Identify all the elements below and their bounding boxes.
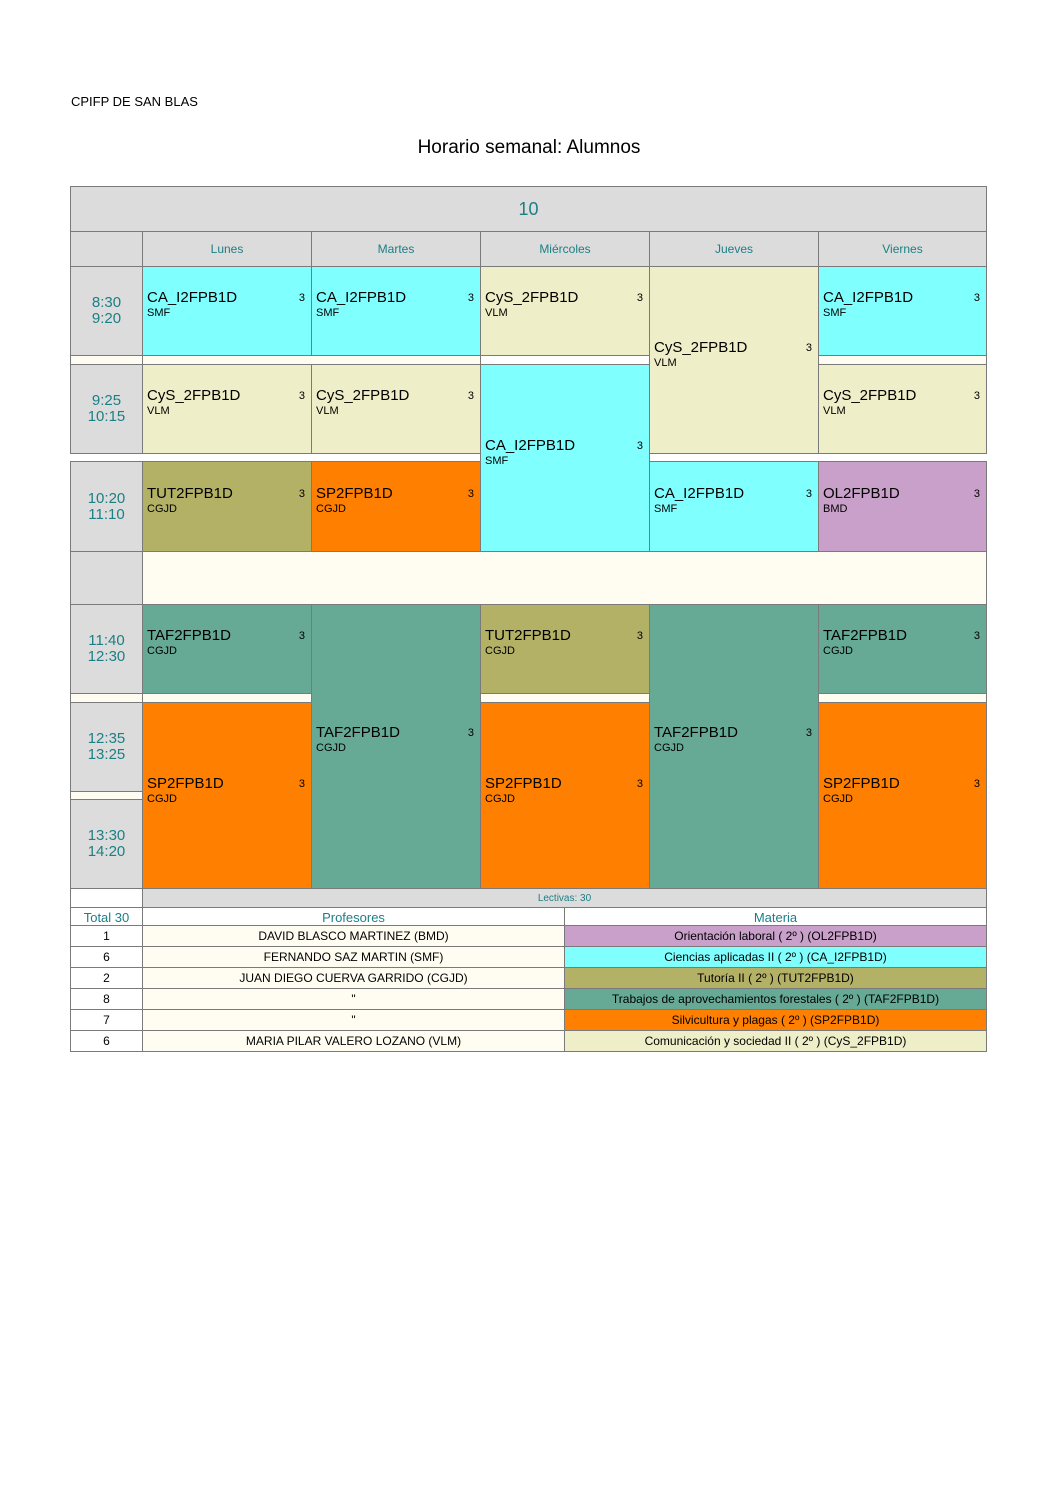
lesson-cell[interactable] — [142, 604, 312, 694]
summary-teacher: FERNANDO SAZ MARTIN (SMF) — [142, 946, 565, 968]
lesson-cell[interactable] — [649, 604, 819, 889]
break-row — [142, 551, 987, 605]
subject-code: TAF2FPB1D — [654, 724, 738, 741]
teacher-code: CGJD — [485, 793, 515, 805]
teachers-header: Profesores — [142, 907, 565, 926]
subject-code: OL2FPB1D — [823, 485, 900, 502]
teacher-code: CGJD — [316, 742, 346, 754]
group-header: 10 — [70, 186, 987, 232]
lesson-cell[interactable] — [142, 266, 312, 356]
day-header-tuesday: Martes — [311, 231, 481, 267]
subject-code: CA_I2FPB1D — [823, 289, 914, 306]
total-header: Total 30 — [70, 907, 143, 926]
subject-code: CA_I2FPB1D — [485, 437, 576, 454]
lesson-hours: 3 — [973, 778, 980, 790]
time-end: 9:20 — [91, 310, 122, 327]
subject-code: CyS_2FPB1D — [654, 339, 748, 356]
time-end: 10:15 — [87, 408, 126, 425]
teacher-code: VLM — [316, 405, 339, 417]
teacher-code: SMF — [316, 307, 340, 319]
time-start: 11:40 — [88, 632, 125, 649]
slot-separator — [70, 791, 143, 800]
lectivas-total: Lectivas: 30 — [142, 888, 987, 908]
subject-code: CyS_2FPB1D — [147, 387, 241, 404]
lesson-hours: 3 — [805, 727, 812, 739]
subject-code: SP2FPB1D — [823, 775, 900, 792]
summary-count: 1 — [70, 925, 143, 947]
subject-code: TUT2FPB1D — [147, 485, 233, 502]
lesson-cell[interactable] — [311, 266, 481, 356]
teacher-code: CGJD — [316, 503, 346, 515]
time-start: 10:20 — [87, 489, 126, 507]
day-header-wednesday: Miércoles — [480, 231, 650, 267]
lesson-cell[interactable] — [142, 702, 312, 889]
lesson-hours: 3 — [805, 488, 812, 500]
teacher-code: SMF — [147, 307, 171, 319]
summary-subject: Comunicación y sociedad II ( 2º ) (CyS_2FPB1D) — [564, 1030, 987, 1052]
summary-teacher: DAVID BLASCO MARTINEZ (BMD) — [142, 925, 565, 947]
subject-code: CA_I2FPB1D — [147, 289, 238, 306]
teacher-code: CGJD — [485, 645, 515, 657]
time-slot — [70, 799, 143, 889]
subject-code: CyS_2FPB1D — [316, 387, 410, 404]
summary-count: 8 — [70, 988, 143, 1010]
lesson-hours: 3 — [805, 342, 812, 354]
lesson-hours: 3 — [298, 778, 305, 790]
summary-subject: Tutoría II ( 2º ) (TUT2FPB1D) — [564, 967, 987, 989]
time-slot — [70, 702, 143, 792]
lesson-cell[interactable] — [142, 461, 312, 552]
time-end: 12:30 — [87, 648, 126, 665]
summary-subject: Orientación laboral ( 2º ) (OL2FPB1D) — [564, 925, 987, 947]
time-start: 13:30 — [87, 827, 126, 844]
teacher-code: BMD — [823, 503, 848, 515]
summary-teacher: " — [142, 1009, 565, 1031]
subject-code: CA_I2FPB1D — [654, 485, 745, 502]
subject-header: Materia — [564, 907, 987, 926]
lesson-cell[interactable] — [818, 461, 987, 552]
time-end: 13:25 — [87, 746, 126, 763]
lesson-cell[interactable] — [818, 604, 987, 694]
summary-count: 6 — [70, 1030, 143, 1052]
lesson-hours: 3 — [636, 440, 643, 452]
summary-count: 6 — [70, 946, 143, 968]
lesson-hours: 3 — [636, 630, 643, 642]
teacher-code: CGJD — [823, 793, 853, 805]
teacher-code: SMF — [485, 455, 509, 467]
summary-subject: Ciencias aplicadas II ( 2º ) (CA_I2FPB1D) — [564, 946, 987, 968]
teacher-code: CGJD — [147, 645, 177, 657]
teacher-code: VLM — [823, 405, 846, 417]
time-slot — [70, 604, 143, 694]
summary-subject: Trabajos de aprovechamientos forestales ( 2º ) (TAF2FPB1D) — [564, 988, 987, 1010]
day-header-thursday: Jueves — [649, 231, 819, 267]
subject-code: TUT2FPB1D — [485, 627, 571, 644]
lesson-cell[interactable] — [818, 702, 987, 889]
lesson-cell[interactable] — [818, 266, 987, 356]
lesson-cell[interactable] — [649, 461, 819, 552]
subject-code: SP2FPB1D — [147, 775, 224, 792]
lesson-cell[interactable] — [480, 604, 650, 694]
subject-code: CA_I2FPB1D — [316, 289, 407, 306]
lectivas-spacer — [70, 888, 143, 908]
page-title: Horario semanal: Alumnos — [417, 137, 641, 158]
teacher-code: SMF — [654, 503, 678, 515]
lesson-cell[interactable] — [649, 266, 819, 454]
teacher-code: VLM — [654, 357, 677, 369]
teacher-code: SMF — [823, 307, 847, 319]
summary-teacher: JUAN DIEGO CUERVA GARRIDO (CGJD) — [142, 967, 565, 989]
corner-cell — [70, 231, 143, 267]
subject-code: SP2FPB1D — [485, 775, 562, 792]
teacher-code: CGJD — [654, 742, 684, 754]
time-slot — [70, 266, 143, 356]
lesson-hours: 3 — [973, 488, 980, 500]
time-start: 12:35 — [87, 730, 126, 747]
lesson-cell[interactable] — [480, 702, 650, 889]
lesson-cell[interactable] — [311, 604, 481, 889]
summary-teacher: MARIA PILAR VALERO LOZANO (VLM) — [142, 1030, 565, 1052]
lesson-cell[interactable] — [480, 266, 650, 356]
lesson-hours: 3 — [973, 390, 980, 402]
summary-subject: Silvicultura y plagas ( 2º ) (SP2FPB1D) — [564, 1009, 987, 1031]
lesson-hours: 3 — [636, 292, 643, 304]
summary-count: 2 — [70, 967, 143, 989]
lesson-hours: 3 — [298, 630, 305, 642]
summary-teacher: " — [142, 988, 565, 1010]
subject-code: TAF2FPB1D — [147, 627, 231, 644]
lesson-cell[interactable] — [818, 364, 987, 454]
lesson-cell[interactable] — [480, 364, 650, 552]
lesson-hours: 3 — [467, 488, 474, 500]
lesson-hours: 3 — [636, 778, 643, 790]
lesson-hours: 3 — [973, 630, 980, 642]
teacher-code: CGJD — [823, 645, 853, 657]
subject-code: SP2FPB1D — [316, 485, 393, 502]
lesson-cell[interactable] — [142, 364, 312, 454]
time-start: 8:30 — [91, 294, 122, 311]
break-time-cell — [70, 551, 143, 605]
lesson-hours: 3 — [298, 390, 305, 402]
school-name: CPIFP DE SAN BLAS — [71, 94, 198, 109]
lesson-hours: 3 — [467, 292, 474, 304]
subject-code: TAF2FPB1D — [823, 627, 907, 644]
time-slot — [70, 461, 143, 552]
teacher-code: CGJD — [147, 793, 177, 805]
time-end: 14:20 — [87, 843, 126, 860]
lesson-hours: 3 — [973, 292, 980, 304]
day-header-monday: Lunes — [142, 231, 312, 267]
summary-count: 7 — [70, 1009, 143, 1031]
time-end: 11:10 — [88, 505, 125, 523]
lesson-hours: 3 — [467, 727, 474, 739]
lesson-cell[interactable] — [311, 461, 481, 552]
subject-code: CyS_2FPB1D — [485, 289, 579, 306]
time-start: 9:25 — [91, 392, 122, 409]
teacher-code: VLM — [147, 405, 170, 417]
teacher-code: VLM — [485, 307, 508, 319]
time-slot — [70, 364, 143, 454]
day-header-friday: Viernes — [818, 231, 987, 267]
lesson-hours: 3 — [298, 488, 305, 500]
subject-code: TAF2FPB1D — [316, 724, 400, 741]
teacher-code: CGJD — [147, 503, 177, 515]
lesson-hours: 3 — [467, 390, 474, 402]
subject-code: CyS_2FPB1D — [823, 387, 917, 404]
lesson-hours: 3 — [298, 292, 305, 304]
lesson-cell[interactable] — [311, 364, 481, 454]
